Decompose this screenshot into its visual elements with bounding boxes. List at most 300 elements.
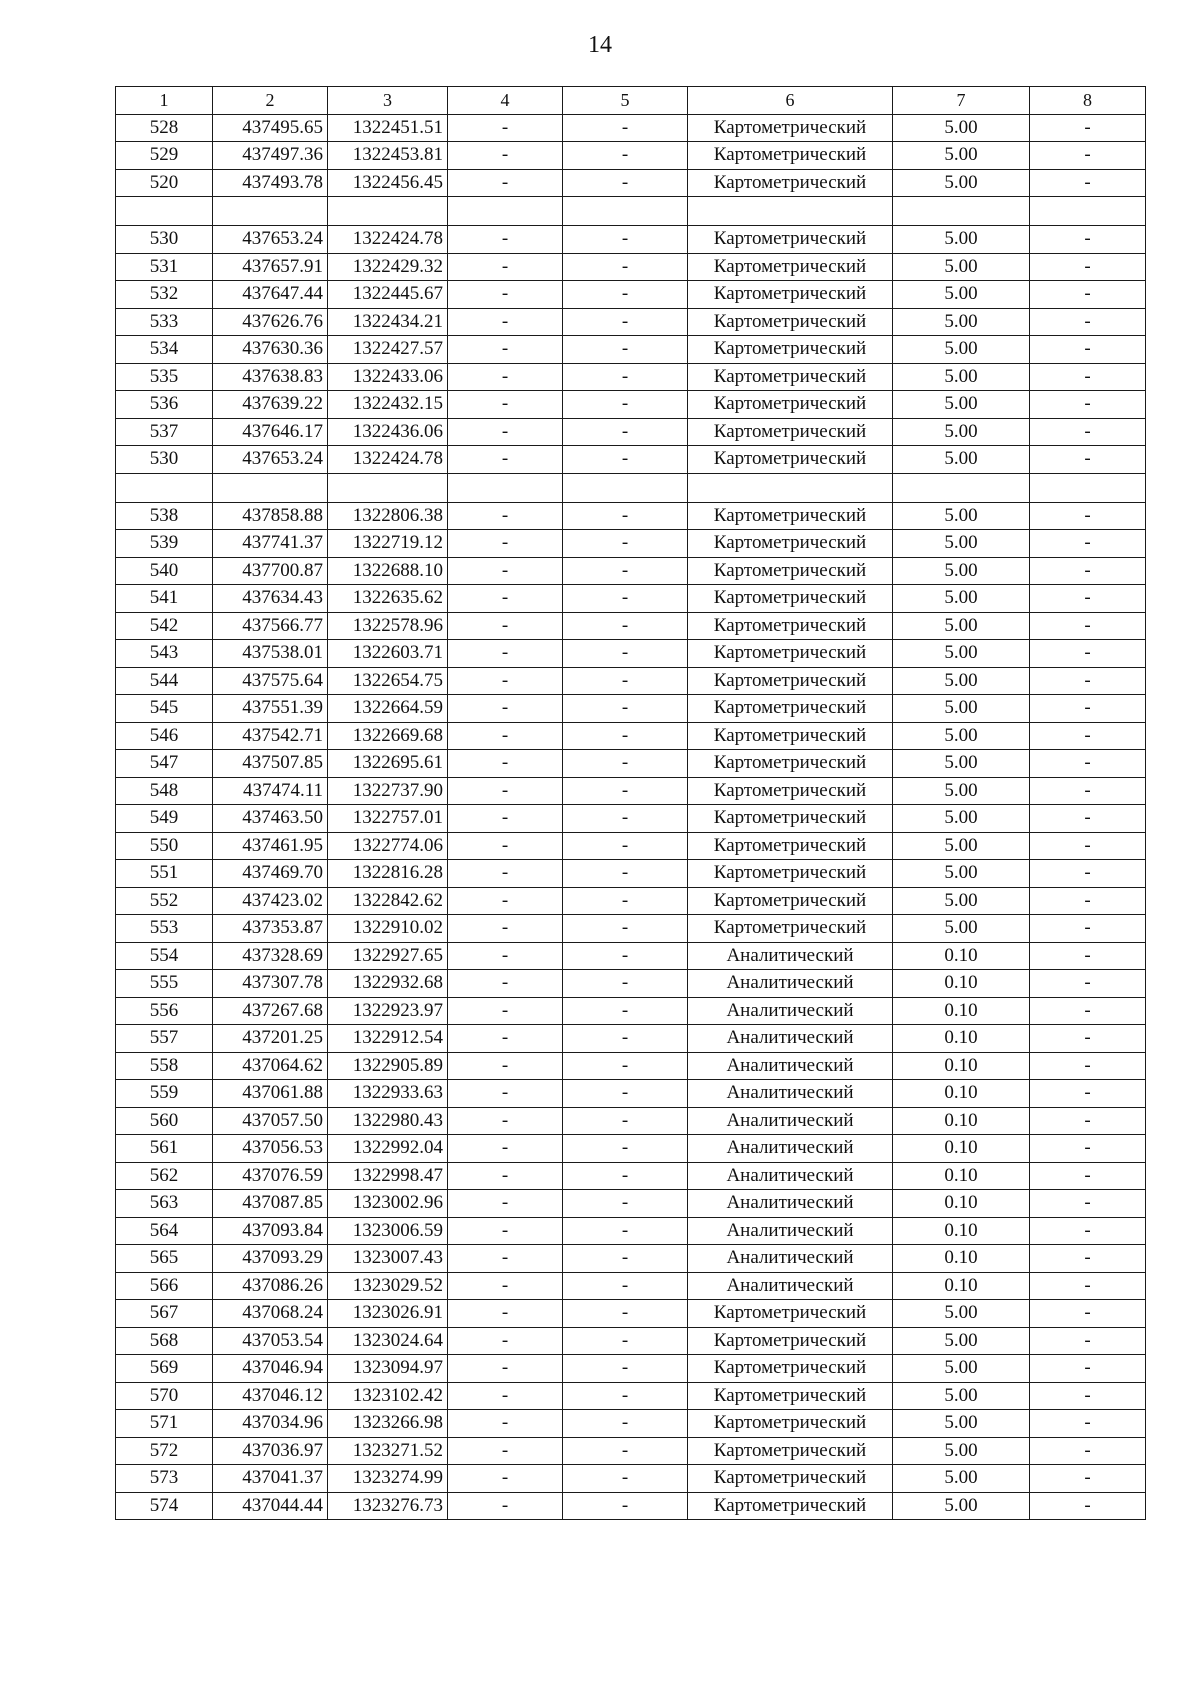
column-5-cell: - bbox=[563, 805, 688, 833]
point-number-cell: 567 bbox=[116, 1300, 213, 1328]
table-body bbox=[116, 87, 1146, 1520]
y-coordinate-cell: 1323102.42 bbox=[328, 1382, 448, 1410]
column-5-cell: - bbox=[563, 1217, 688, 1245]
accuracy-cell: 5.00 bbox=[893, 1355, 1030, 1383]
column-8-cell: - bbox=[1030, 253, 1146, 281]
table-row bbox=[116, 1080, 1146, 1108]
accuracy-cell: 5.00 bbox=[893, 253, 1030, 281]
method-cell: Аналитический bbox=[688, 1025, 893, 1053]
point-number-cell: 570 bbox=[116, 1382, 213, 1410]
table-row bbox=[116, 1437, 1146, 1465]
column-header: 7 bbox=[893, 87, 1030, 115]
y-coordinate-cell: 1322578.96 bbox=[328, 612, 448, 640]
point-number-cell: 528 bbox=[116, 114, 213, 142]
point-number-cell: 555 bbox=[116, 970, 213, 998]
table-row bbox=[116, 942, 1146, 970]
column-5-cell: - bbox=[563, 1382, 688, 1410]
x-coordinate-cell: 437647.44 bbox=[213, 281, 328, 309]
column-4-cell: - bbox=[448, 418, 563, 446]
column-8-cell: - bbox=[1030, 1465, 1146, 1493]
x-coordinate-cell: 437046.94 bbox=[213, 1355, 328, 1383]
x-coordinate-cell: 437076.59 bbox=[213, 1162, 328, 1190]
column-4-cell: - bbox=[448, 722, 563, 750]
point-number-cell: 561 bbox=[116, 1135, 213, 1163]
column-4-cell: - bbox=[448, 997, 563, 1025]
x-coordinate-cell: 437639.22 bbox=[213, 391, 328, 419]
table-row bbox=[116, 970, 1146, 998]
accuracy-cell: 5.00 bbox=[893, 640, 1030, 668]
column-4-cell: - bbox=[448, 336, 563, 364]
method-cell: Аналитический bbox=[688, 1217, 893, 1245]
y-coordinate-cell: 1322453.81 bbox=[328, 142, 448, 170]
column-5-cell: - bbox=[563, 612, 688, 640]
column-4-cell: - bbox=[448, 970, 563, 998]
accuracy-cell: 5.00 bbox=[893, 557, 1030, 585]
column-8-cell: - bbox=[1030, 942, 1146, 970]
column-4-cell: - bbox=[448, 915, 563, 943]
column-4-cell: - bbox=[448, 1300, 563, 1328]
x-coordinate-cell: 437634.43 bbox=[213, 585, 328, 613]
x-coordinate-cell: 437575.64 bbox=[213, 667, 328, 695]
column-8-cell: - bbox=[1030, 805, 1146, 833]
column-5-cell: - bbox=[563, 585, 688, 613]
table-row bbox=[116, 1492, 1146, 1520]
method-cell: Картометрический bbox=[688, 557, 893, 585]
method-cell: Аналитический bbox=[688, 997, 893, 1025]
point-number-cell: 564 bbox=[116, 1217, 213, 1245]
y-coordinate-cell: 1322998.47 bbox=[328, 1162, 448, 1190]
point-number-cell: 574 bbox=[116, 1492, 213, 1520]
coordinates-table bbox=[115, 86, 1146, 1520]
method-cell: Картометрический bbox=[688, 887, 893, 915]
accuracy-cell: 0.10 bbox=[893, 1245, 1030, 1273]
point-number-cell: 541 bbox=[116, 585, 213, 613]
method-cell: Картометрический bbox=[688, 1300, 893, 1328]
column-4-cell: - bbox=[448, 391, 563, 419]
column-5-cell: - bbox=[563, 253, 688, 281]
column-8-cell: - bbox=[1030, 832, 1146, 860]
column-8-cell: - bbox=[1030, 612, 1146, 640]
column-5-cell: - bbox=[563, 1437, 688, 1465]
point-number-cell: 554 bbox=[116, 942, 213, 970]
column-8-cell: - bbox=[1030, 1245, 1146, 1273]
x-coordinate-cell: 437041.37 bbox=[213, 1465, 328, 1493]
column-5-cell: - bbox=[563, 942, 688, 970]
table-row bbox=[116, 750, 1146, 778]
x-coordinate-cell: 437201.25 bbox=[213, 1025, 328, 1053]
method-cell: Картометрический bbox=[688, 612, 893, 640]
y-coordinate-cell: 1322688.10 bbox=[328, 557, 448, 585]
accuracy-cell: 0.10 bbox=[893, 1135, 1030, 1163]
column-8-cell: - bbox=[1030, 530, 1146, 558]
table-row bbox=[116, 226, 1146, 254]
method-cell: Картометрический bbox=[688, 750, 893, 778]
column-8-cell: - bbox=[1030, 777, 1146, 805]
column-5-cell: - bbox=[563, 695, 688, 723]
method-cell: Картометрический bbox=[688, 722, 893, 750]
point-number-cell bbox=[116, 197, 213, 226]
column-5-cell: - bbox=[563, 1492, 688, 1520]
point-number-cell: 546 bbox=[116, 722, 213, 750]
method-cell: Картометрический bbox=[688, 640, 893, 668]
table-row bbox=[116, 585, 1146, 613]
method-cell: Картометрический bbox=[688, 363, 893, 391]
y-coordinate-cell: 1322816.28 bbox=[328, 860, 448, 888]
table-row bbox=[116, 667, 1146, 695]
accuracy-cell: 5.00 bbox=[893, 1410, 1030, 1438]
column-4-cell: - bbox=[448, 1327, 563, 1355]
column-8-cell bbox=[1030, 473, 1146, 502]
column-8-cell: - bbox=[1030, 226, 1146, 254]
column-5-cell bbox=[563, 473, 688, 502]
x-coordinate-cell: 437551.39 bbox=[213, 695, 328, 723]
x-coordinate-cell: 437474.11 bbox=[213, 777, 328, 805]
table-row bbox=[116, 253, 1146, 281]
column-4-cell: - bbox=[448, 1437, 563, 1465]
method-cell: Аналитический bbox=[688, 1272, 893, 1300]
accuracy-cell: 0.10 bbox=[893, 1025, 1030, 1053]
x-coordinate-cell: 437036.97 bbox=[213, 1437, 328, 1465]
table-row bbox=[116, 142, 1146, 170]
x-coordinate-cell: 437653.24 bbox=[213, 446, 328, 474]
table-row bbox=[116, 502, 1146, 530]
method-cell: Картометрический bbox=[688, 253, 893, 281]
column-8-cell: - bbox=[1030, 281, 1146, 309]
y-coordinate-cell: 1322932.68 bbox=[328, 970, 448, 998]
method-cell: Аналитический bbox=[688, 1052, 893, 1080]
accuracy-cell: 5.00 bbox=[893, 695, 1030, 723]
point-number-cell: 550 bbox=[116, 832, 213, 860]
x-coordinate-cell: 437064.62 bbox=[213, 1052, 328, 1080]
column-5-cell: - bbox=[563, 557, 688, 585]
point-number-cell: 542 bbox=[116, 612, 213, 640]
point-number-cell: 539 bbox=[116, 530, 213, 558]
y-coordinate-cell: 1323007.43 bbox=[328, 1245, 448, 1273]
accuracy-cell: 0.10 bbox=[893, 1080, 1030, 1108]
table-row bbox=[116, 336, 1146, 364]
point-number-cell: 534 bbox=[116, 336, 213, 364]
column-5-cell: - bbox=[563, 887, 688, 915]
column-5-cell: - bbox=[563, 502, 688, 530]
method-cell: Картометрический bbox=[688, 1382, 893, 1410]
y-coordinate-cell: 1323274.99 bbox=[328, 1465, 448, 1493]
method-cell: Картометрический bbox=[688, 502, 893, 530]
column-8-cell: - bbox=[1030, 887, 1146, 915]
y-coordinate-cell: 1322432.15 bbox=[328, 391, 448, 419]
column-5-cell: - bbox=[563, 1025, 688, 1053]
column-5-cell: - bbox=[563, 336, 688, 364]
point-number-cell: 562 bbox=[116, 1162, 213, 1190]
table-row bbox=[116, 1190, 1146, 1218]
x-coordinate-cell: 437093.29 bbox=[213, 1245, 328, 1273]
column-4-cell: - bbox=[448, 1465, 563, 1493]
table-row bbox=[116, 1410, 1146, 1438]
method-cell: Картометрический bbox=[688, 695, 893, 723]
table-row bbox=[116, 887, 1146, 915]
method-cell: Картометрический bbox=[688, 860, 893, 888]
method-cell: Картометрический bbox=[688, 114, 893, 142]
y-coordinate-cell: 1323006.59 bbox=[328, 1217, 448, 1245]
method-cell: Аналитический bbox=[688, 1245, 893, 1273]
accuracy-cell: 5.00 bbox=[893, 502, 1030, 530]
method-cell: Картометрический bbox=[688, 446, 893, 474]
column-8-cell: - bbox=[1030, 1080, 1146, 1108]
column-header: 8 bbox=[1030, 87, 1146, 115]
column-8-cell: - bbox=[1030, 1272, 1146, 1300]
column-5-cell: - bbox=[563, 226, 688, 254]
column-4-cell: - bbox=[448, 169, 563, 197]
x-coordinate-cell: 437044.44 bbox=[213, 1492, 328, 1520]
x-coordinate-cell: 437034.96 bbox=[213, 1410, 328, 1438]
x-coordinate-cell: 437328.69 bbox=[213, 942, 328, 970]
page-number: 14 bbox=[588, 32, 612, 58]
column-4-cell: - bbox=[448, 502, 563, 530]
column-5-cell: - bbox=[563, 1355, 688, 1383]
point-number-cell: 531 bbox=[116, 253, 213, 281]
table-header-row bbox=[116, 87, 1146, 115]
x-coordinate-cell: 437630.36 bbox=[213, 336, 328, 364]
accuracy-cell: 5.00 bbox=[893, 612, 1030, 640]
x-coordinate-cell: 437493.78 bbox=[213, 169, 328, 197]
column-4-cell: - bbox=[448, 942, 563, 970]
x-coordinate-cell: 437538.01 bbox=[213, 640, 328, 668]
column-4-cell: - bbox=[448, 446, 563, 474]
accuracy-cell: 5.00 bbox=[893, 887, 1030, 915]
accuracy-cell: 0.10 bbox=[893, 1107, 1030, 1135]
point-number-cell: 529 bbox=[116, 142, 213, 170]
column-4-cell: - bbox=[448, 1410, 563, 1438]
accuracy-cell: 0.10 bbox=[893, 1217, 1030, 1245]
method-cell: Аналитический bbox=[688, 1107, 893, 1135]
accuracy-cell: 5.00 bbox=[893, 169, 1030, 197]
column-8-cell: - bbox=[1030, 1355, 1146, 1383]
table-row bbox=[116, 391, 1146, 419]
point-number-cell: 573 bbox=[116, 1465, 213, 1493]
column-4-cell: - bbox=[448, 1162, 563, 1190]
y-coordinate-cell: 1322654.75 bbox=[328, 667, 448, 695]
column-4-cell: - bbox=[448, 1107, 563, 1135]
y-coordinate-cell: 1322456.45 bbox=[328, 169, 448, 197]
accuracy-cell: 0.10 bbox=[893, 970, 1030, 998]
column-5-cell: - bbox=[563, 391, 688, 419]
accuracy-cell: 5.00 bbox=[893, 142, 1030, 170]
column-5-cell: - bbox=[563, 1272, 688, 1300]
x-coordinate-cell: 437858.88 bbox=[213, 502, 328, 530]
method-cell: Картометрический bbox=[688, 1465, 893, 1493]
method-cell: Картометрический bbox=[688, 832, 893, 860]
x-coordinate-cell: 437087.85 bbox=[213, 1190, 328, 1218]
column-4-cell: - bbox=[448, 1492, 563, 1520]
table-row bbox=[116, 1107, 1146, 1135]
method-cell: Картометрический bbox=[688, 169, 893, 197]
accuracy-cell: 0.10 bbox=[893, 997, 1030, 1025]
table-row bbox=[116, 722, 1146, 750]
table-row bbox=[116, 1327, 1146, 1355]
column-8-cell: - bbox=[1030, 750, 1146, 778]
column-4-cell: - bbox=[448, 1382, 563, 1410]
column-4-cell: - bbox=[448, 1245, 563, 1273]
method-cell: Картометрический bbox=[688, 308, 893, 336]
point-number-cell: 543 bbox=[116, 640, 213, 668]
column-8-cell: - bbox=[1030, 695, 1146, 723]
table-row bbox=[116, 308, 1146, 336]
point-number-cell: 551 bbox=[116, 860, 213, 888]
y-coordinate-cell: 1323094.97 bbox=[328, 1355, 448, 1383]
accuracy-cell bbox=[893, 197, 1030, 226]
point-number-cell: 553 bbox=[116, 915, 213, 943]
x-coordinate-cell: 437646.17 bbox=[213, 418, 328, 446]
column-5-cell: - bbox=[563, 142, 688, 170]
separator-row bbox=[116, 473, 1146, 502]
point-number-cell: 556 bbox=[116, 997, 213, 1025]
table-row bbox=[116, 1135, 1146, 1163]
method-cell: Картометрический bbox=[688, 667, 893, 695]
column-5-cell: - bbox=[563, 777, 688, 805]
column-5-cell: - bbox=[563, 1465, 688, 1493]
point-number-cell: 544 bbox=[116, 667, 213, 695]
x-coordinate-cell: 437461.95 bbox=[213, 832, 328, 860]
method-cell: Аналитический bbox=[688, 1162, 893, 1190]
column-4-cell: - bbox=[448, 695, 563, 723]
point-number-cell: 520 bbox=[116, 169, 213, 197]
column-8-cell: - bbox=[1030, 418, 1146, 446]
table-row bbox=[116, 640, 1146, 668]
x-coordinate-cell: 437626.76 bbox=[213, 308, 328, 336]
column-8-cell: - bbox=[1030, 557, 1146, 585]
column-8-cell: - bbox=[1030, 860, 1146, 888]
column-4-cell: - bbox=[448, 1080, 563, 1108]
x-coordinate-cell: 437046.12 bbox=[213, 1382, 328, 1410]
table-row bbox=[116, 1382, 1146, 1410]
column-4-cell: - bbox=[448, 142, 563, 170]
point-number-cell: 535 bbox=[116, 363, 213, 391]
column-4-cell: - bbox=[448, 1217, 563, 1245]
column-4-cell: - bbox=[448, 226, 563, 254]
column-5-cell: - bbox=[563, 530, 688, 558]
y-coordinate-cell: 1323271.52 bbox=[328, 1437, 448, 1465]
x-coordinate-cell: 437495.65 bbox=[213, 114, 328, 142]
table-row bbox=[116, 169, 1146, 197]
x-coordinate-cell: 437741.37 bbox=[213, 530, 328, 558]
y-coordinate-cell: 1322927.65 bbox=[328, 942, 448, 970]
table-row bbox=[116, 1272, 1146, 1300]
column-header: 3 bbox=[328, 87, 448, 115]
column-5-cell bbox=[563, 197, 688, 226]
y-coordinate-cell: 1322433.06 bbox=[328, 363, 448, 391]
table-row bbox=[116, 915, 1146, 943]
x-coordinate-cell: 437653.24 bbox=[213, 226, 328, 254]
table-row bbox=[116, 1217, 1146, 1245]
accuracy-cell: 5.00 bbox=[893, 1492, 1030, 1520]
x-coordinate-cell: 437057.50 bbox=[213, 1107, 328, 1135]
column-5-cell: - bbox=[563, 114, 688, 142]
method-cell: Картометрический bbox=[688, 1437, 893, 1465]
accuracy-cell: 5.00 bbox=[893, 915, 1030, 943]
method-cell: Картометрический bbox=[688, 1492, 893, 1520]
column-8-cell: - bbox=[1030, 391, 1146, 419]
column-4-cell: - bbox=[448, 1190, 563, 1218]
column-8-cell: - bbox=[1030, 997, 1146, 1025]
table-row bbox=[116, 1465, 1146, 1493]
x-coordinate-cell: 437497.36 bbox=[213, 142, 328, 170]
accuracy-cell: 5.00 bbox=[893, 750, 1030, 778]
x-coordinate-cell bbox=[213, 473, 328, 502]
column-8-cell: - bbox=[1030, 722, 1146, 750]
method-cell bbox=[688, 473, 893, 502]
column-5-cell: - bbox=[563, 1107, 688, 1135]
y-coordinate-cell: 1322427.57 bbox=[328, 336, 448, 364]
column-4-cell: - bbox=[448, 253, 563, 281]
accuracy-cell: 5.00 bbox=[893, 1465, 1030, 1493]
column-5-cell: - bbox=[563, 722, 688, 750]
x-coordinate-cell: 437542.71 bbox=[213, 722, 328, 750]
point-number-cell: 559 bbox=[116, 1080, 213, 1108]
table-row bbox=[116, 832, 1146, 860]
column-5-cell: - bbox=[563, 169, 688, 197]
y-coordinate-cell: 1322436.06 bbox=[328, 418, 448, 446]
column-4-cell: - bbox=[448, 1135, 563, 1163]
point-number-cell: 538 bbox=[116, 502, 213, 530]
accuracy-cell: 0.10 bbox=[893, 942, 1030, 970]
column-4-cell: - bbox=[448, 530, 563, 558]
column-5-cell: - bbox=[563, 832, 688, 860]
column-5-cell: - bbox=[563, 667, 688, 695]
accuracy-cell: 5.00 bbox=[893, 1437, 1030, 1465]
x-coordinate-cell: 437267.68 bbox=[213, 997, 328, 1025]
method-cell: Картометрический bbox=[688, 915, 893, 943]
column-8-cell: - bbox=[1030, 169, 1146, 197]
table-row bbox=[116, 446, 1146, 474]
column-4-cell bbox=[448, 197, 563, 226]
y-coordinate-cell: 1322912.54 bbox=[328, 1025, 448, 1053]
column-5-cell: - bbox=[563, 363, 688, 391]
column-8-cell: - bbox=[1030, 1135, 1146, 1163]
table-row bbox=[116, 997, 1146, 1025]
column-8-cell: - bbox=[1030, 1410, 1146, 1438]
column-5-cell: - bbox=[563, 1080, 688, 1108]
point-number-cell: 549 bbox=[116, 805, 213, 833]
accuracy-cell: 5.00 bbox=[893, 777, 1030, 805]
y-coordinate-cell: 1323026.91 bbox=[328, 1300, 448, 1328]
column-4-cell: - bbox=[448, 1355, 563, 1383]
column-4-cell: - bbox=[448, 114, 563, 142]
column-5-cell: - bbox=[563, 1162, 688, 1190]
x-coordinate-cell: 437507.85 bbox=[213, 750, 328, 778]
column-4-cell: - bbox=[448, 860, 563, 888]
y-coordinate-cell: 1322429.32 bbox=[328, 253, 448, 281]
y-coordinate-cell: 1322806.38 bbox=[328, 502, 448, 530]
y-coordinate-cell: 1322424.78 bbox=[328, 446, 448, 474]
x-coordinate-cell: 437093.84 bbox=[213, 1217, 328, 1245]
method-cell: Аналитический bbox=[688, 942, 893, 970]
column-5-cell: - bbox=[563, 1300, 688, 1328]
x-coordinate-cell: 437056.53 bbox=[213, 1135, 328, 1163]
column-4-cell: - bbox=[448, 557, 563, 585]
y-coordinate-cell: 1322695.61 bbox=[328, 750, 448, 778]
accuracy-cell: 5.00 bbox=[893, 1382, 1030, 1410]
point-number-cell: 566 bbox=[116, 1272, 213, 1300]
x-coordinate-cell: 437307.78 bbox=[213, 970, 328, 998]
table-row bbox=[116, 1052, 1146, 1080]
y-coordinate-cell: 1322669.68 bbox=[328, 722, 448, 750]
accuracy-cell bbox=[893, 473, 1030, 502]
point-number-cell: 530 bbox=[116, 226, 213, 254]
point-number-cell: 565 bbox=[116, 1245, 213, 1273]
column-5-cell: - bbox=[563, 640, 688, 668]
column-8-cell: - bbox=[1030, 336, 1146, 364]
x-coordinate-cell: 437469.70 bbox=[213, 860, 328, 888]
column-5-cell: - bbox=[563, 1245, 688, 1273]
